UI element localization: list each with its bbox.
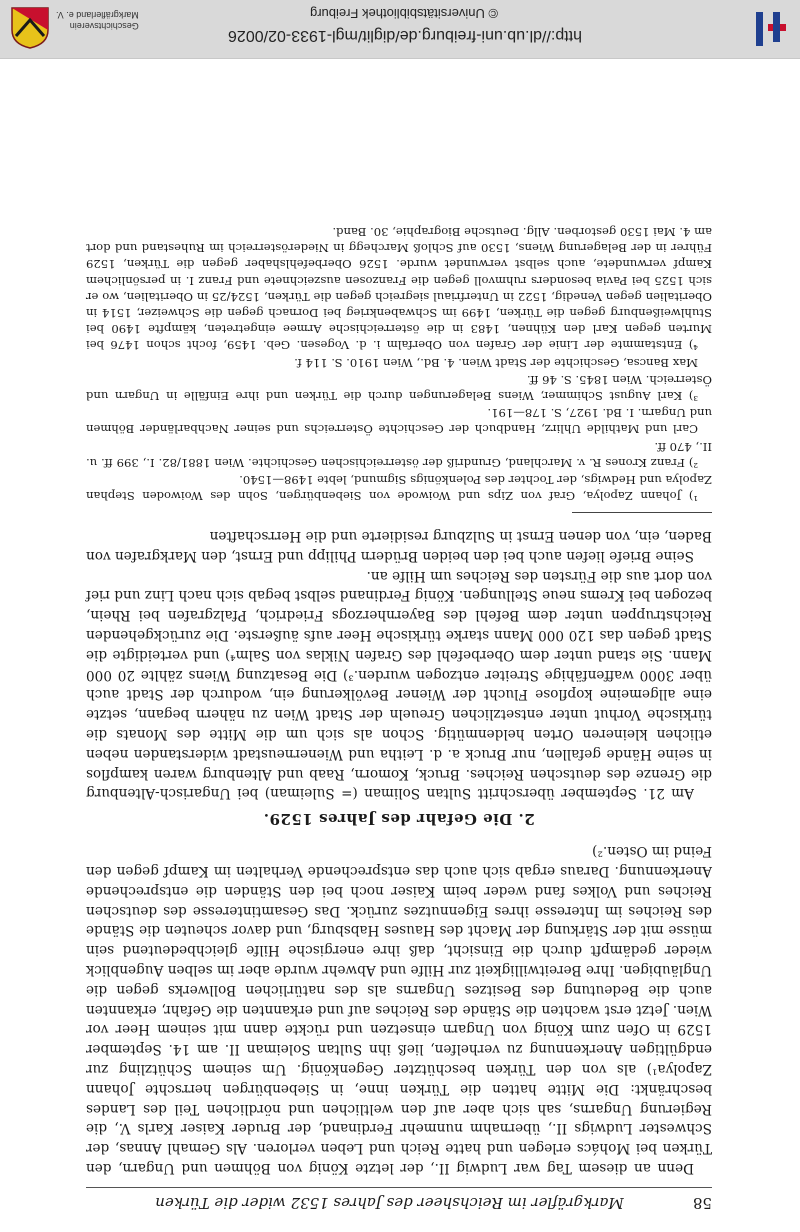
running-head-title: Markgräfler im Reichsheer des Jahres 1532 wider die Türken [155, 1194, 624, 1212]
footnote-3: ³) Karl August Schimmer, Wiens Belagerungen durch die Türken und ihre Einfälle in Ungarn und Österreich. Wien 1845. S. 46 ff. [86, 372, 712, 404]
page-content [86, 223, 712, 1212]
body-paragraph-3: Seine Briefe liefen auch bei den beiden Brüdern Philipp und Ernst, den Markgrafen von Baden, ein, von denen Ernst in Sulzburg residierte und die Herrschaften [86, 528, 712, 564]
footnote-2: ²) Franz Krones R. v. Marchland, Grundriß der österreichischen Geschichte. Wien 1881/82. I., 399 ff. u. II., 470 ff. [86, 439, 712, 470]
footnote-2b: Carl und Mathilde Uhlirz, Handbuch der Geschichte Österreichs und seiner Nachbarländer Böhmen und Ungarn. I. Bd. 1927, S. 178—191. [86, 406, 712, 437]
section-heading: 2. Die Gefahr des Jahres 1529. [263, 810, 535, 829]
footnote-1: ¹) Johann Zapolya, Graf von Zips und Woiwode von Siebenbürgen, Sohn des Woiwoden Stephan Zapolya und Hedwigs, der Tochter des Polenkönigs Sigmund, lebte 1498—1540. [86, 473, 712, 504]
association-name: Geschichtsverein Markgräflerland e. V. [56, 10, 139, 31]
footnote-divider [572, 512, 712, 513]
footnote-3b: Max Bancsa, Geschichte der Stadt Wien. 4. Bd., Wien 1910. S. 114 f. [294, 355, 698, 370]
body-paragraph-2: Am 21. September überschritt Sultan Soliman (= Suleiman) bei Ungarisch-Altenburg die Grenze des deutschen Reiches. Bruck, Komorn, Raab und Altenburg waren kampflos in seine Hände gefallen, nur Bruck a. d. Leitha und Wienerneustadt widerstanden neben etlichen kleineren Orten heldenmütig. Schon als sich um die Mitte des Monats die türkische Vorhut unter entsetzlichen Greueln der Stadt Wien zu nähern begann, setzte eine allgemeine kopflose Flucht der Wiener Bevölkerung ein, wodurch der Stadt auch über 3000 waffenfähige Streiter entzogen wurden.³) Die Besatzung Wiens zählte 20 000 Mann. Sie stand unter dem Oberbefehl des Grafen Niklas von Salm⁴) und verteidigte die Stadt gegen das 120 000 Mann starke türkische Heer aufs äußerste. Die zurückgehenden Reichstruppen unter dem Befehl des Bayernherzogs Friedrich, Pfalzgrafen bei Rhein, bezogen bei Krems neue Stellungen. König Ferdinand selbst begab sich nach Linz und rief von dort aus die Fürsten des Reiches um Hilfe an. [86, 567, 712, 802]
body-paragraph-1: Denn an diesem Tag war Ludwig II., der letzte König von Böhmen und Ungarn, den Türken bei Mohács erlegen und hatte Reich und Leben verloren. Als Gemahl Annas, der Schwester Ludwigs II., übernahm nunmehr Ferdinand, der Bruder Kaiser Karls V., die Regierung Ungarns, sah sich aber auf den weltlichen und nördlichen Teil des Landes beschränkt: Die Mitte hatten die Türken inne, in Siebenbürgen herrschte Johann Zapolya¹) als von den Türken beschützter Gegenkönig. Um seinem Schützling zur endgültigen Anerkennung zu verhelfen, ließ ihn Sultan Soleiman II. am 14. September 1529 in Ofen zum König von Ungarn einsetzen und rückte dann mit seinem Heer vor Wien. Jetzt erst wachten die Stände des Reiches auf und erkannten die Gefahr, erkannten auch die Bedeutung des Besitzes Ungarns als des natürlichen Bollwerks gegen die Ungläubigen. Ihre Bereitwilligkeit zur Hilfe und Abwehr wurde aber im selben Augenblick wieder gedämpft durch die Einsicht, daß ihre energische Hilfe gleichbedeutend sein müsse mit der Stärkung der Macht des Hauses Habsburg, und davor scheuten die Stände des Reiches im Interesse ihres Eigennutzes zurück. Das Gesamtinteresse des deutschen Reiches und Volkes fand weder beim Kaiser noch bei den Ständen die entsprechende Anerkennung. Daraus ergab sich auch das entsprechende Verhalten im Kampf gegen den Feind im Osten.²) [86, 843, 712, 1176]
document-url[interactable]: http://dl.ub.uni-freiburg.de/diglit/mgl-1933-02/0026 [228, 27, 582, 44]
scanned-page [0, 58, 800, 1232]
page-number: 58 [692, 1194, 712, 1212]
header-banner [0, 0, 800, 59]
running-head [86, 1187, 712, 1212]
footnote-4: ⁴) Entstammte der Linie der Grafen von Oberfalm i. d. Vogesen. Geb. 1459, focht schon 1476 bei Murten gegen Karl den Kühnen, 1483 in die österreichische Armee eingetreten, kämpfte 1490 bei Stuhlweißenburg gegen die Türken, 1499 im Schwabenkrieg bei Dornach gegen die Schweizer, 1514 in Oberitalien gegen Venedig, 1522 in Unterfriaul siegreich gegen die Türken, 1524/25 in Oberitalien, wo er sich 1525 bei Pavia besonders ruhmvoll gegen die Franzosen auszeichnete und Franz I. in persönlichem Kampf verwundete, auch selbst verwundet wurde. 1526 Oberbefehlshaber gegen die Türken, 1529 Führer in der Belagerung Wiens, 1530 auf Schloß Marchegg in Niederösterreich im Ruhestand und dort am 4. Mai 1530 gestorben. Allg. Deutsche Biographie, 30. Band. [86, 225, 712, 353]
institution-label: © Universitätsbibliothek Freiburg [310, 6, 499, 21]
association-crest-icon [10, 6, 50, 50]
ub-freiburg-logo-icon [752, 6, 792, 52]
